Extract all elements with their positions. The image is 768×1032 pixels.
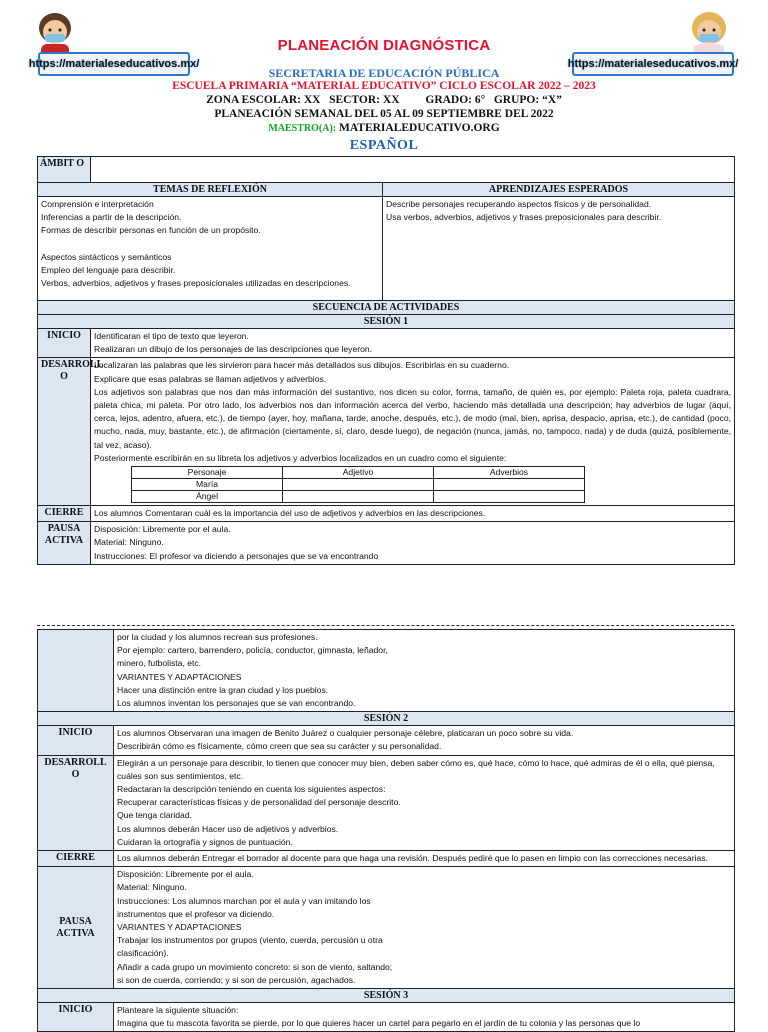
desarrollo2-label: DESARROLL O <box>38 755 114 850</box>
inner-cell: María <box>132 479 283 491</box>
planning-table-page1 <box>37 156 735 565</box>
planning-table-page2 <box>37 629 735 1032</box>
pausa2-line: Material: Ninguno. <box>117 882 187 893</box>
zona-grado-line: ZONA ESCOLAR: XX SECTOR: XX GRADO: 6° GRUPO: “X” <box>206 94 562 106</box>
aprendizaje-line: Describe personajes recuperando aspectos físicos y de personalidad. <box>386 199 652 209</box>
page-break-divider <box>37 625 734 626</box>
inner-cell: Ángel <box>132 491 283 503</box>
desarrollo2-line: Cuidaran la ortografía y signos de puntuación. <box>117 836 293 847</box>
secretaria-heading: SECRETARIA DE EDUCACIÓN PÚBLICA <box>268 66 500 80</box>
aprendizaje-line: Usa verbos, adverbios, adjetivos y frases preposicionales para describir. <box>386 212 662 223</box>
desarrollo2-line: Que tenga claridad. <box>117 810 193 821</box>
cont-line: Los alumnos inventan los personajes que se van encontrando. <box>117 698 356 709</box>
pausa2-line: VARIANTES Y ADAPTACIONES <box>117 922 242 933</box>
sesion2-header: SESIÓN 2 <box>38 712 735 726</box>
inicio-cell <box>91 329 735 358</box>
desarrollo2-line: Elegirán a un personaje para describir, lo tienen que conocer muy bien, deben saber cómo es, qué hace, cómo lo hace, qué admiras de él o ella, qué piensa, cuáles son sus sentimientos, etc. <box>117 757 715 781</box>
inicio2-label: INICIO <box>38 726 114 755</box>
pausa-line: Disposición: Libremente por el aula. <box>94 524 231 535</box>
tema-line: Comprensión e interpretación <box>41 199 154 209</box>
desarrollo2-line: Redactaran la descripción teniendo en cuenta los siguientes aspectos: <box>117 784 386 795</box>
pausa-continued-cell <box>114 630 735 712</box>
cont-line: por la ciudad y los alumnos recrean sus profesiones. <box>117 632 318 642</box>
subject-heading: ESPAÑOL <box>349 138 419 153</box>
inner-header-adjetivo: Adjetivo <box>283 467 434 479</box>
inicio2-cell <box>114 726 735 755</box>
cont-line: minero, futbolista, etc. <box>117 658 202 669</box>
pausa2-line: Disposición: Libremente por el aula. <box>117 869 254 880</box>
maestro-line <box>0 122 768 135</box>
planeacion-dates-line: PLANEACIÓN SEMANAL DEL 05 AL 09 SEPTIEMBRE DEL 2022 <box>214 108 554 120</box>
pausa-label: PAUSA ACTIVA <box>38 522 91 565</box>
pausa-continued-label <box>38 630 114 712</box>
inner-cell <box>434 491 585 503</box>
pausa2-line: instrumentos que el profesor va diciendo. <box>117 908 275 919</box>
inicio-line: Realizaran un dibujo de los personajes de las descripciones que leyeron. <box>94 344 373 355</box>
desarrollo-line: Explicare que esas palabras se llaman adjetivos y adverbios. <box>94 373 327 384</box>
pausa-cell <box>91 522 735 565</box>
inicio3-label: INICIO <box>38 1003 114 1032</box>
pausa2-line: si son de cuerda, corriendo; y si son de percusión, agachados. <box>117 974 356 985</box>
tema-line: Formas de describir personas en función de un propósito. <box>41 225 261 236</box>
pausa2-line: clasificación). <box>117 948 169 959</box>
pausa2-line: Instrucciones: Los alumnos marchan por el aula y van imitando los <box>117 895 371 906</box>
temas-header: TEMAS DE REFLEXIÓN <box>38 183 383 197</box>
cont-line: Por ejemplo: cartero, barrendero, policía, conductor, gimnasta, leñador, <box>117 645 388 656</box>
inicio2-line: Los alumnos Observaran una imagen de Benito Juárez o cualquier personaje célebre, platicaran un poco sobre su vida. <box>117 728 574 739</box>
inner-cell <box>434 479 585 491</box>
inicio2-line: Describirán cómo es físicamente, cómo creen que sea su carácter y su personalidad. <box>117 741 442 752</box>
aprendizajes-header: APRENDIZAJES ESPERADOS <box>383 183 735 197</box>
cont-line: Hacer una distinción entre la gran ciudad y los pueblos. <box>117 684 329 695</box>
desarrollo-line: Posteriormente escribirán en su libreta los adjetivos y adverbios localizados en un cuadro como el siguiente: <box>94 452 507 463</box>
pausa-line: Material: Ninguno. <box>94 537 164 548</box>
inner-header-adverbios: Adverbios <box>434 467 585 479</box>
site-url-banner-left[interactable]: https://materialeseducativos.mx/ <box>38 52 190 76</box>
ambito-label: ÁMBIT O <box>38 157 91 183</box>
desarrollo-cell <box>91 358 735 506</box>
secuencia-header: SECUENCIA DE ACTIVIDADES <box>38 301 735 315</box>
maestro-value: MATERIALEDUCATIVO.ORG <box>336 122 500 134</box>
sesion3-header: SESIÓN 3 <box>38 989 735 1003</box>
page-title: PLANEACIÓN DIAGNÓSTICA <box>277 37 491 54</box>
inicio3-line: Imagina que tu mascota favorita se pierde, por lo que quieres hacer un cartel para pegarlo en el jardín de tu colonia y las personas que lo <box>117 1018 641 1029</box>
cierre-label: CIERRE <box>38 506 91 522</box>
inner-cell <box>283 479 434 491</box>
pausa-line: Instrucciones: El profesor va diciendo a personajes que se va encontrando <box>94 550 379 561</box>
pausa2-cell <box>114 867 735 989</box>
cierre2-label: CIERRE <box>38 851 114 867</box>
tema-line: Inferencias a partir de la descripción. <box>41 212 182 223</box>
inicio3-line: Planteare la siguiente situación: <box>117 1005 239 1016</box>
maestro-label: MAESTRO(A): <box>268 123 337 134</box>
tema-spacer <box>41 238 379 251</box>
ambito-value <box>91 157 735 183</box>
temas-cell <box>38 197 383 301</box>
cierre-cell: Los alumnos Comentaran cuál es la importancia del uso de adjetivos y adverbios en las descripciones. <box>91 506 735 522</box>
desarrollo-label: DESARROLL O <box>38 358 91 506</box>
tema-line: Verbos, adverbios, adjetivos y frases preposicionales utilizadas en descripciones. <box>41 278 351 289</box>
inner-header-personaje: Personaje <box>132 467 283 479</box>
pausa2-label: PAUSA ACTIVA <box>38 867 114 989</box>
pausa2-line: Añadir a cada grupo un movimiento concreto: si son de viento, saltando; <box>117 961 393 972</box>
desarrollo2-cell <box>114 755 735 850</box>
pausa2-line: Trabajar los instrumentos por grupos (viento, cuerda, percusión u otra <box>117 935 383 946</box>
tema-line: Aspectos sintácticos y semánticos <box>41 251 172 262</box>
desarrollo-line: Localizaran las palabras que les sirvieron para hacer más detallados sus dibujos. Escribirlas en su cuaderno. <box>94 360 510 371</box>
cierre2-cell: Los alumnos deberán Entregar el borrador al docente para que haga una revisión. Después pediré que lo pasen en limpio con las correcciones necesarias. <box>114 851 735 867</box>
tema-line: Empleo del lenguaje para describir. <box>41 264 176 275</box>
desarrollo-line: Los adjetivos son palabras que nos dan más información del sustantivo, nos dicen su color, forma, tamaño, de quién es, por ejemplo: Paleta roja, paleta cuadrara, paleta chica, mi paleta. Por otro lado, los adverbios nos dan información acerca del verbo, haciendo más detallada una descripción; hay adverbios de lugar (aquí, cerca, lejos, adentro, afuera, etc.), de tiempo (ayer, hoy, mañana, tarde, anoche, después, etc.), de modo (mal, bien, aprisa, despacio, aprisa, etc.), de cantidad (poco, mucho, nada, muy, bastante, etc.), de afirmación (ciertamente, sí, claro, desde luego), de negación (nunca, jamás, no, tampoco, nada) y de duda (quizá, posiblemente, tal vez, acaso). <box>94 386 731 450</box>
cont-line: VARIANTES Y ADAPTACIONES <box>117 671 242 682</box>
desarrollo2-line: Los alumnos deberán Hacer uso de adjetivos y adverbios. <box>117 823 339 834</box>
site-url-banner-right[interactable]: https://materialeseducativos.mx/ <box>572 52 734 76</box>
inicio-label: INICIO <box>38 329 91 358</box>
inner-cell <box>283 491 434 503</box>
desarrollo2-line: Recuperar características físicas y de personalidad del personaje descrito. <box>117 797 401 808</box>
aprendizajes-cell <box>383 197 735 301</box>
school-heading: ESCUELA PRIMARIA “MATERIAL EDUCATIVO” CICLO ESCOLAR 2022 – 2023 <box>172 80 596 92</box>
sesion1-header: SESIÓN 1 <box>38 315 735 329</box>
inicio3-cell <box>114 1003 735 1032</box>
inicio-line: Identificaran el tipo de texto que leyeron. <box>94 331 249 341</box>
adjetivos-adverbios-table <box>131 466 585 503</box>
